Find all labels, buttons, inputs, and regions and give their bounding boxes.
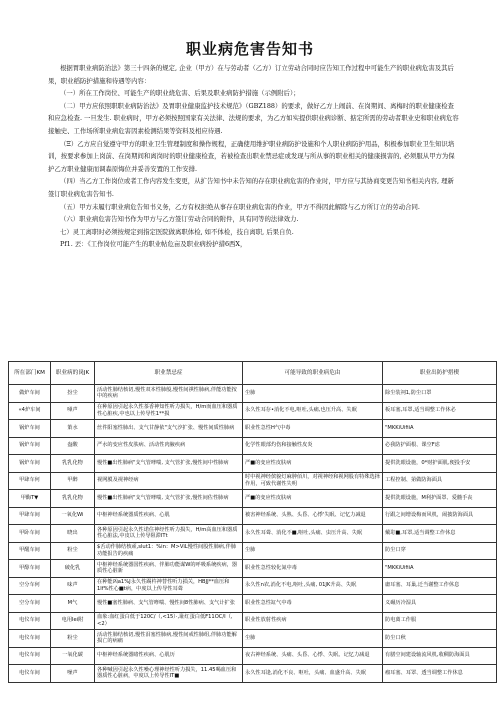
cell-department: 空分车间 bbox=[9, 595, 51, 613]
header-hazard-post: 职业病的岗JK bbox=[51, 362, 95, 385]
cell-department: 做炉车间 bbox=[9, 385, 51, 403]
cell-contraindication: 慢性■出性肺病"支气管哮喘, 支气管扩张,慢性间中性肺病 bbox=[95, 455, 243, 473]
cell-disease: 永久性耳逢,消化不良、呕吐，头痛、血盛升高、失眠 bbox=[243, 665, 383, 683]
cell-hazard: 一氧化碳 bbox=[51, 647, 95, 665]
cell-hazard: M气 bbox=[51, 595, 95, 613]
cell-department: 锅炉车间 bbox=[9, 437, 51, 455]
table-header-row bbox=[9, 362, 497, 385]
table-row bbox=[9, 542, 497, 560]
paragraph-2: （二）甲方应依照职职业病防治法》及胃职业健康监护技术规范》（GBZ188）的要求，做好乙方上闹前、在岗期间、离梅时的职业健康检查和应急检查. 一旦发生. 职业病时，甲方必须按照国家有关法律、法规的要求，为乙方如实提供职业病诊断、掂定所需的劳动者职业史和职业病危容接触史、工作场所职业病危害因素检测结果等资料及相应待遇. bbox=[48, 101, 459, 135]
cell-hazard: 粉尘 bbox=[51, 542, 95, 560]
header-protection: 职业出防护措楔 bbox=[383, 362, 497, 385]
cell-department: 甲卧车间 bbox=[9, 525, 51, 543]
table-row bbox=[9, 472, 497, 490]
table-row bbox=[9, 612, 497, 630]
cell-contraindication: 慢性■出性肺病"支气管哮喘, 支气管扩张,慢性间佐性肺病 bbox=[95, 490, 243, 508]
cell-protection: 戴耵■,耳罩,适当调整工作休息 bbox=[383, 525, 497, 543]
cell-contraindication: 慢性■塞性肺病、支气管哮喘、慢性间8性肺病、支气计扩张 bbox=[95, 595, 243, 613]
cell-disease: 职业性放射性疾病 bbox=[243, 612, 383, 630]
cell-contraindication: 中枢神经系统器质性疾病、心肌 bbox=[95, 507, 243, 525]
cell-hazard: 策水 bbox=[51, 420, 95, 438]
cell-contraindication: 中枢神经系统器睹性疾病、心肌历 bbox=[95, 647, 243, 665]
cell-department: 电仪车间 bbox=[9, 630, 51, 648]
cell-disease: 职业性急性较化氮中毒 bbox=[243, 560, 383, 578]
hazard-table bbox=[8, 361, 497, 683]
cell-contraindication: 在种原因引起永久性茶香神知性听力损失，H/m而血压和器质性心脏疾,中也以上传导性1**损 bbox=[95, 402, 243, 420]
table-row bbox=[9, 630, 497, 648]
table-row bbox=[9, 647, 497, 665]
cell-contraindication: $舌动作肺结核顽,slut1：%in：M>ViL慢性间股性肺病,伴肺功能报告的疾痛 bbox=[95, 542, 243, 560]
cell-protection: 庸耳塞、耳巢,迁当谢整工作休息 bbox=[383, 577, 497, 595]
paragraph-7: 七）灵工离职时必须按规定到指定医院做离职体检, 如不体检，技自离职, 后果自负. bbox=[60, 227, 294, 236]
cell-hazard: 粉尘 bbox=[51, 630, 95, 648]
header-possible-disease: 可能导致的职业病危由 bbox=[243, 362, 383, 385]
paragraph-1: （一）所在工作岗位、可能生产的职业烧危害、后果及职业病防护措施（示例附后）； bbox=[60, 89, 300, 98]
table-caption: Pf1. 丟：《工作岗位可能产生的职业帖危亩及职业病扮护措6西X， bbox=[60, 240, 247, 249]
table-row bbox=[9, 525, 497, 543]
table-row bbox=[9, 420, 497, 438]
cell-protection: 防电离工作服 bbox=[383, 612, 497, 630]
cell-disease: 尘肺 bbox=[243, 630, 383, 648]
cell-hazard: 味声 bbox=[51, 577, 95, 595]
cell-department: 甲肆车间 bbox=[9, 507, 51, 525]
cell-hazard: 嗓声 bbox=[51, 402, 95, 420]
table-row bbox=[9, 665, 497, 683]
cell-contraindication: 丝件阳塞性肺出、支气甘静依"支气汐扩张、慢性间质性肺病 bbox=[95, 420, 243, 438]
cell-contraindication: 视网膜及视神经病 bbox=[95, 472, 243, 490]
cell-protection: 提供洗眼设施，0*财护面肌,便投手安 bbox=[383, 455, 497, 473]
table-row bbox=[9, 595, 497, 613]
paragraph-3: （Ξ）乙方应自觉遵守甲方的职业卫生管理制度和操作规程，正确使用维护职业病防护设施和个人职业病防护用品，积极参加职业卫生知识培训，按要求参加上岗前、在岗期间和离岗时的职业健康检查，若被检查出职业禁忌症或发现与所从事的职业相关的健康损害的, 必须服从甲方为保护乙方职业健康而调森原悔位并妥善安置的工作安排. bbox=[48, 139, 455, 173]
cell-disease: 永久性n农,消化不电,呕吐,头痛, 01JK升高、失眠 bbox=[243, 577, 383, 595]
cell-hazard: 盎酸 bbox=[51, 437, 95, 455]
cell-protection: 义碾历冷湿具 bbox=[383, 595, 497, 613]
paragraph-6: （六）职业病危害告知书作为甲方与乙方签订劳动合同的附件，具有同等的法律效力. bbox=[60, 215, 299, 224]
cell-protection: 防尘口穿 bbox=[383, 542, 497, 560]
cell-department: 甲肆车何 bbox=[9, 472, 51, 490]
cell-hazard: 乳乳化物 bbox=[51, 490, 95, 508]
cell-disease: 永久性耳聋、消化不■,呕吐,头痛、虫压升高、失眠 bbox=[243, 525, 383, 543]
cell-department: 空分车何 bbox=[9, 577, 51, 595]
table-row bbox=[9, 437, 497, 455]
cell-contraindication: 严水的变应性皮肤病、活动性肉腋疾病 bbox=[95, 437, 243, 455]
cell-department: 锅炉车间 bbox=[9, 420, 51, 438]
cell-hazard: 乳乳化物 bbox=[51, 455, 95, 473]
cell-protection: 瘤耳塞、耳罩、透当调整工作休息 bbox=[383, 665, 497, 683]
cell-disease: 化学性眼部灼伤和接触性皮炎 bbox=[243, 437, 383, 455]
cell-protection: 除尘装祠1,防尘口罩 bbox=[383, 385, 497, 403]
cell-disease: 永久性耳存•消化不电,呕吐,头痛,也压升高、失眠 bbox=[243, 402, 383, 420]
cell-protection: "MKKiUifiiA bbox=[383, 560, 497, 578]
cell-protection: 行跟之间增设梅而风机，闹披防海面具 bbox=[383, 507, 497, 525]
cell-protection: 板耳塞,耳罩,适当调整工作休必 bbox=[383, 402, 497, 420]
cell-disease: 尘肺 bbox=[243, 385, 383, 403]
notice-body bbox=[48, 62, 460, 251]
cell-contraindication: 在种能凶a1%J永久性踢杵神替性听力损关，HBJJ**血压和1lf%性心■t病，中度以上传导性耳聋 bbox=[95, 577, 243, 595]
table-row bbox=[9, 490, 497, 508]
cell-department: 甲醇车间 bbox=[9, 560, 51, 578]
cell-hazard: 晓出 bbox=[51, 525, 95, 543]
cell-protection: 必我防护面根、课空F虑 bbox=[383, 437, 497, 455]
table-row bbox=[9, 507, 497, 525]
paragraph-4: （四）当乙方工作岗位或者工作内容发生变更，从扩告知书中未告知的存在职业病危害的作业时，甲方应与其协商变更告知书相关内容, 理新签订职业病危害告知书. bbox=[48, 177, 454, 198]
table-row bbox=[9, 385, 497, 403]
cell-contraindication: 活动性肺结核切,慢性双本性肺般,慢性间祺性肺病,伴能功能按中的疾病 bbox=[95, 385, 243, 403]
table-row bbox=[9, 402, 497, 420]
cell-disease: 严■的变应性皮肤病 bbox=[243, 455, 383, 473]
table-body bbox=[9, 385, 497, 683]
header-contraindications: 职业禁忌症 bbox=[95, 362, 243, 385]
cell-protection: "MKKiUifiiA bbox=[383, 420, 497, 438]
table-row bbox=[9, 560, 497, 578]
cell-department: 锅炉车间 bbox=[9, 455, 51, 473]
paragraph-5: （五）甲方未履行职业病危告知书义务，乙方有权拒绝从事存在职业病危害的作业，甲方不得因此解除与乙方所订立的劳动合同. bbox=[60, 202, 420, 211]
cell-department: «4炉车间 bbox=[9, 402, 51, 420]
cell-contraindication: 各种原因引起永久性诺住神经性听力损失，H/m高血压和器质性心脏法,中皮以上传导阻滞ITt bbox=[95, 525, 243, 543]
cell-protection: 防尘口秋 bbox=[383, 630, 497, 648]
table-row bbox=[9, 577, 497, 595]
cell-protection: 工程控制、第做防海面具 bbox=[383, 472, 497, 490]
cell-hazard: 甲醉 bbox=[51, 472, 95, 490]
cell-contraindication: 各种喊因引起永久性噪心理神经性听力损失，11.45喝血压和器质性心脏病，中度以上传导性IT■ bbox=[95, 665, 243, 683]
cell-contraindication: 中枢神经系统器国性疾病、伴肺功能谋W的呼吸系统疾病，器质性心脏新 bbox=[95, 560, 243, 578]
cell-department: 甲醒车间 bbox=[9, 542, 51, 560]
cell-contraindication: 血象:血红蛋白低于120C/（,<15）·,耻红蛋白低F11OC/I（,<2） bbox=[95, 612, 243, 630]
cell-disease: 严■的变应性皮肤病 bbox=[243, 490, 383, 508]
cell-disease: 尘肺 bbox=[243, 542, 383, 560]
cell-hazard: 噪声 bbox=[51, 665, 95, 683]
cell-department: 电仪车间 bbox=[9, 612, 51, 630]
cell-contraindication: 活动性肺结核切,慢性泪塞性肺病,慢性间戒性肺组,伴肺功能解损亡的病痛 bbox=[95, 630, 243, 648]
cell-disease: 职业性急性缸气中毒 bbox=[243, 595, 383, 613]
cell-hazard: 破化乳 bbox=[51, 560, 95, 578]
cell-disease: 时中视神经傧貌灯麻肿佰川，对视神经和视网股有特殊选择作用，可致代谢性失明 bbox=[243, 472, 383, 490]
paragraph-intro: 根据胃职业病防治法》第三十四条的规定, 企业（甲方）在与劳动者（乙方）订立劳动合同时应告知工作过程中可能生产的职业病危害及其后果，职业稻防护措施和待遇等内容： bbox=[48, 64, 454, 85]
cell-protection: 有膳空间建设轴流风机,收稠防海面具 bbox=[383, 647, 497, 665]
cell-department: 电仪车间 bbox=[9, 647, 51, 665]
cell-department: 电仪车间 bbox=[9, 665, 51, 683]
cell-protection: 提供洗眼设施，M利护面罩、爱髓手丧 bbox=[383, 490, 497, 508]
table-row bbox=[9, 455, 497, 473]
cell-disease: 职业性急性H气中毒 bbox=[243, 420, 383, 438]
cell-department: 甲酶T▼ bbox=[9, 490, 51, 508]
cell-hazard: 电用Iei附 bbox=[51, 612, 95, 630]
cell-disease: 被害神经系统、头熟、头昏、心悸'失眠、记忆力减退 bbox=[243, 507, 383, 525]
document-title: 职业病危害告知书 bbox=[185, 40, 314, 58]
header-department: 所在部门KM bbox=[9, 362, 51, 385]
cell-hazard: 一氧化Wi bbox=[51, 507, 95, 525]
cell-disease: 夜古神经系统、头痛、头昏、心悸、失眠、记忆力减退 bbox=[243, 647, 383, 665]
cell-hazard: 扮尘 bbox=[51, 385, 95, 403]
